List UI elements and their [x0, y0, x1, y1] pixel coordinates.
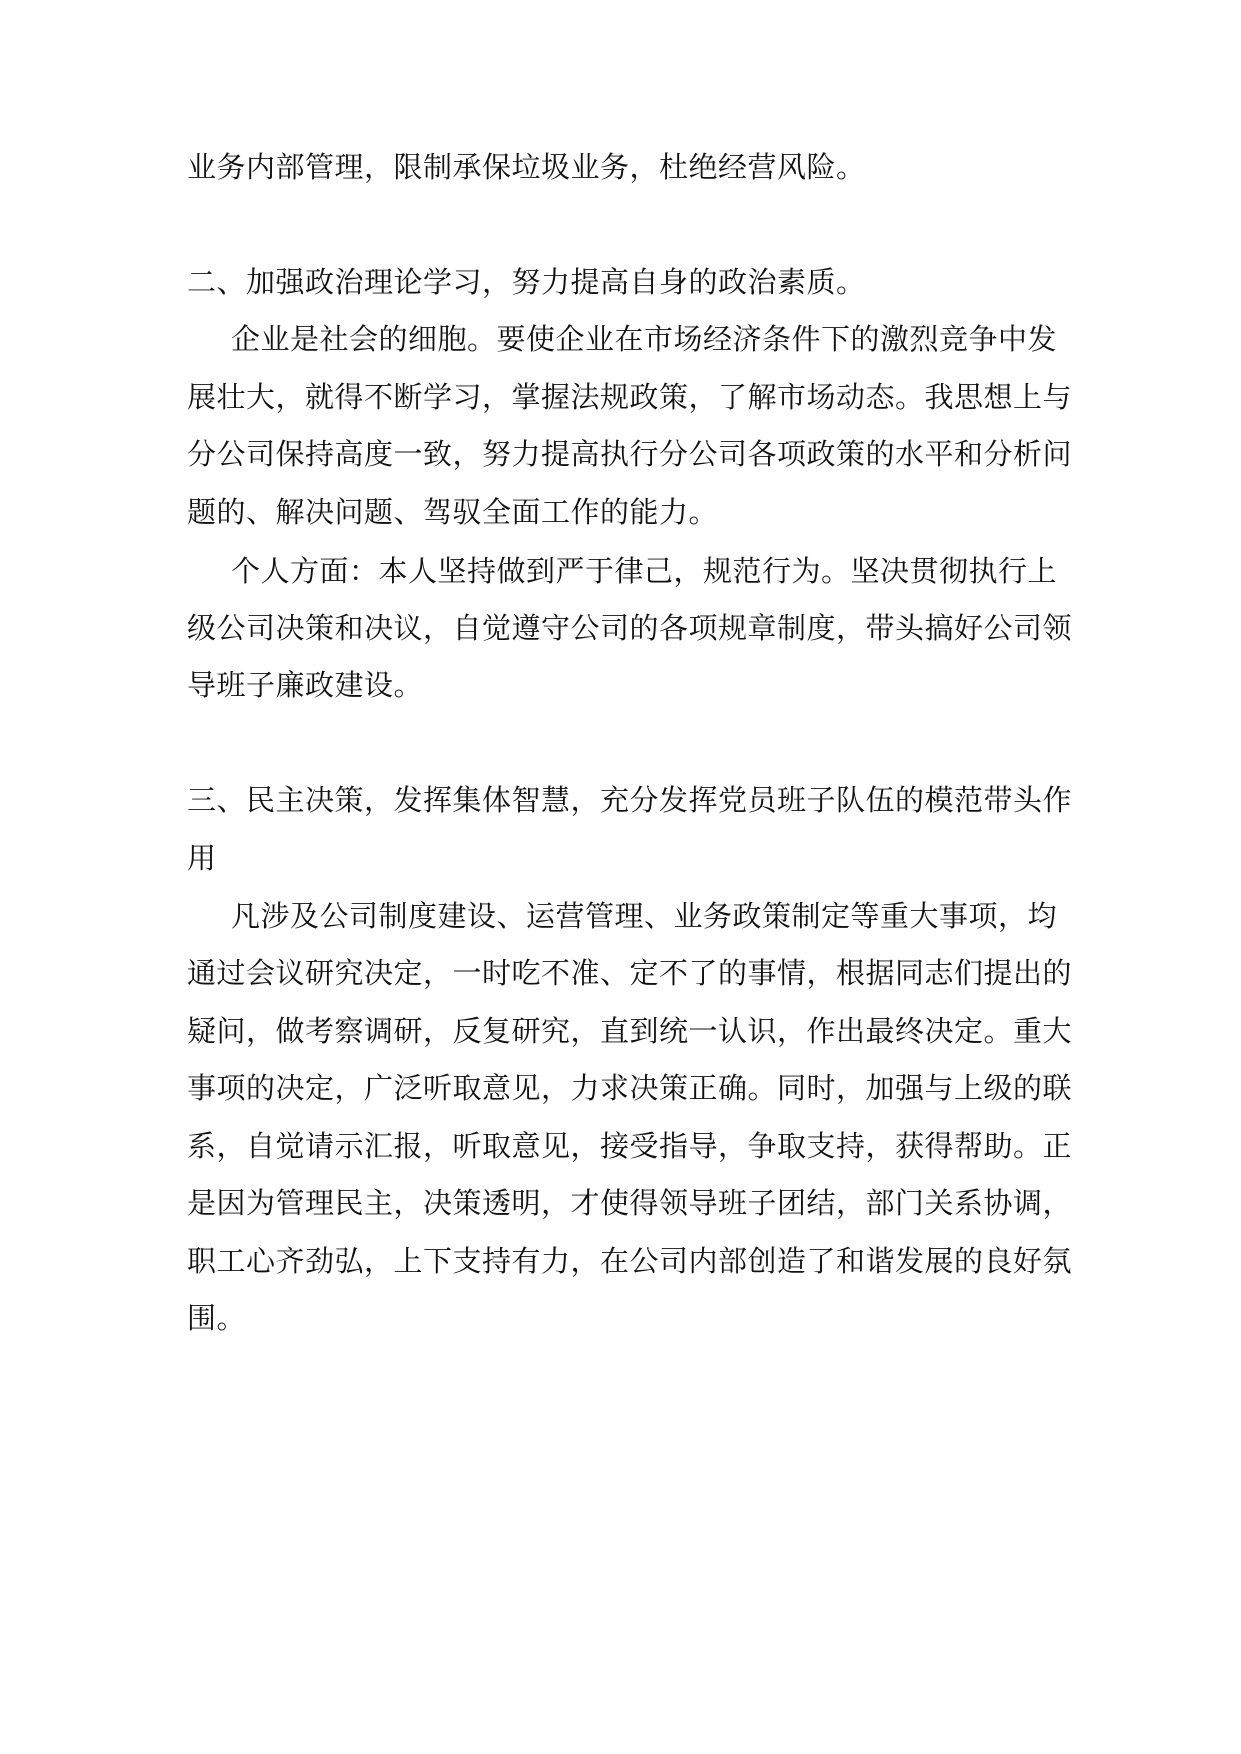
paragraph-line: 系，自觉请示汇报，听取意见，接受指导，争取支持，获得帮助。正 — [187, 1129, 1073, 1163]
section-heading-2: 二、加强政治理论学习，努力提高自身的政治素质。 — [187, 265, 866, 299]
section-heading-3: 三、民主决策，发挥集体智慧，充分发挥党员班子队伍的模范带头作 — [187, 783, 1073, 817]
paragraph-line: 企业是社会的细胞。要使企业在市场经济条件下的激烈竞争中发 — [231, 322, 1058, 356]
paragraph-line: 个人方面：本人坚持做到严于律己，规范行为。坚决贯彻执行上 — [231, 554, 1058, 588]
paragraph-line: 通过会议研究决定，一时吃不准、定不了的事情，根据同志们提出的 — [187, 956, 1073, 990]
paragraph-line: 事项的决定，广泛听取意见，力求决策正确。同时，加强与上级的联 — [187, 1071, 1073, 1105]
paragraph-line: 分公司保持高度一致，努力提高执行分公司各项政策的水平和分析问 — [187, 437, 1073, 471]
paragraph-line: 业务内部管理，限制承保垃圾业务，杜绝经营风险。 — [187, 150, 866, 184]
paragraph-line: 疑问，做考察调研，反复研究，直到统一认识，作出最终决定。重大 — [187, 1014, 1073, 1048]
paragraph-line: 级公司决策和决议，自觉遵守公司的各项规章制度，带头搞好公司领 — [187, 611, 1073, 645]
section-heading-3-continued: 用 — [187, 841, 217, 875]
paragraph-line: 凡涉及公司制度建设、运营管理、业务政策制定等重大事项，均 — [231, 899, 1058, 933]
paragraph-line: 导班子廉政建设。 — [187, 668, 424, 702]
paragraph-line: 职工心齐劲弘，上下支持有力，在公司内部创造了和谐发展的良好氛 — [187, 1244, 1073, 1278]
paragraph-line: 展壮大，就得不断学习，掌握法规政策，了解市场动态。我思想上与 — [187, 380, 1073, 414]
paragraph-line: 围。 — [187, 1301, 247, 1335]
paragraph-line: 是因为管理民主，决策透明，才使得领导班子团结，部门关系协调， — [187, 1186, 1073, 1220]
paragraph-line: 题的、解决问题、驾驭全面工作的能力。 — [187, 495, 719, 529]
